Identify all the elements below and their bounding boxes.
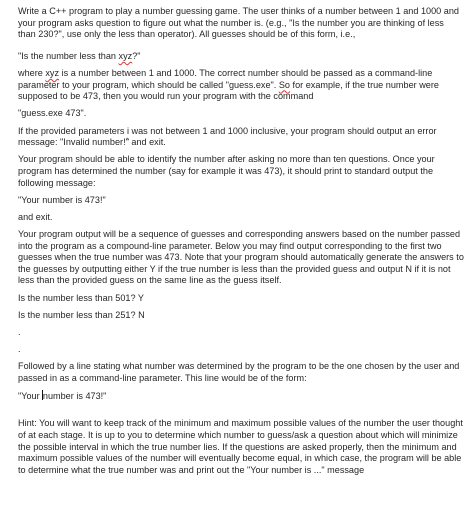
spacer: [18, 41, 464, 51]
paragraph-program-output: Your program output will be a sequence of guesses and corresponding answers based on the number passed into the program as a compound-line parameter. Below you may find output corresponding to the first two guesses when the true number was 473. Note that your program should automatically generate the answers to the guesses by outputting either Y if the true number is less than the provided guess and output N if it is not less than the provided guess on the same line as the guess itself.: [18, 229, 467, 286]
paragraph-example-command: "guess.exe 473".: [18, 108, 87, 119]
text-invalid-rest: was not between 1 and 1000 inclusive, your program should output an error message: "Invalid number!" and exit.: [18, 125, 440, 148]
ellipsis-dot-2: .: [18, 344, 21, 355]
paragraph-your-number-message: "Your number is 473!": [18, 194, 106, 205]
text-command-line-mid: is a number between 1 and 1000. The correct number should be passed as a command-line parameter to your program, which should be called "guess.exe".: [18, 67, 435, 90]
paragraph-ten-questions: Your program should be able to identify the number after asking no more than ten questions. Once your program has determined the number (say for example it was 473), it should print to standard output the following message:: [18, 154, 438, 188]
spellcheck-word-xyz: xyz: [118, 50, 133, 61]
paragraph-invalid-number: [18, 126, 464, 149]
spellcheck-word-xyz-2: xyz: [45, 67, 60, 78]
text-guess-form-start: "Is the number less than: [18, 50, 119, 61]
text-final-start: "Your: [18, 391, 43, 402]
example-line-251: Is the number less than 251? N: [18, 309, 145, 320]
paragraph-command-line: [18, 68, 464, 103]
paragraph-intro: Write a C++ program to play a number guessing game. The user thinks of a number between 1 and 1000 and your program asks question to figure out what the number is. (e.g., "Is the number you are thinking of less than 230?", use only the less than operator). All guesses should be of this form, i.e.,: [18, 6, 462, 40]
spellcheck-word-i: i: [126, 125, 129, 136]
text-command-line-rest: for example, if the true number were supposed to be 473, then you would run your program with the command: [18, 79, 442, 102]
example-line-501: Is the number less than 501? Y: [18, 292, 145, 303]
document-body: [18, 6, 467, 482]
text-where: where: [18, 67, 46, 78]
ellipsis-dot-1: .: [18, 327, 21, 337]
paragraph-hint: Hint: You will want to keep track of the minimum and maximum possible values of the number the user thought of at each stage. It is up to you to determine which number to guess/ask a question about which will minimize the possible interval in which the true number lies. If the questions are asked properly, then the minimum and maximum possible values of the number will eventually become equal, in which case, the program will be able to determine what the true number was and print out the "Your number is ..." message: [18, 418, 466, 475]
paragraph-guess-form: [18, 51, 464, 63]
spellcheck-word-so: So: [278, 79, 290, 90]
text-guess-form-end: ?": [132, 50, 141, 61]
paragraph-and-exit: and exit.: [18, 211, 53, 222]
text-invalid-start: If the provided parameters: [18, 125, 127, 136]
spacer-2: [18, 408, 464, 418]
paragraph-final-message[interactable]: [18, 390, 464, 403]
text-final-end: number is 473!": [42, 391, 107, 402]
paragraph-followed-by: Followed by a line stating what number was determined by the program to be the one chosen by the user and passed in as a command-line parameter. This line would be of the form:: [18, 361, 462, 383]
